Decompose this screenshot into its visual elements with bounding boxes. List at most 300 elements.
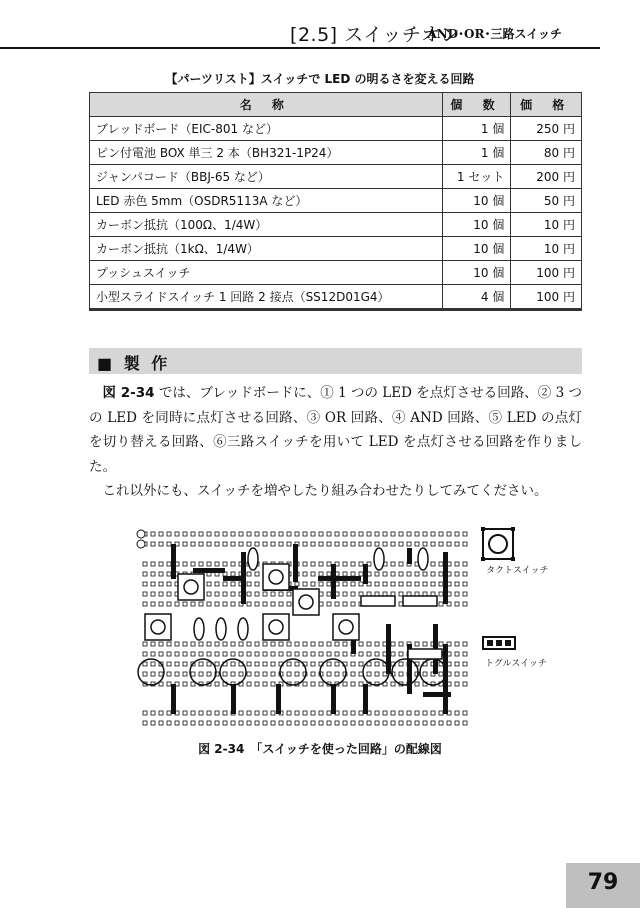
body-text <box>89 381 582 504</box>
hole <box>239 672 243 676</box>
hole <box>311 562 315 566</box>
hole <box>455 542 459 546</box>
hole <box>391 721 395 725</box>
hole <box>351 711 355 715</box>
hole <box>159 652 163 656</box>
hole <box>175 532 179 536</box>
hole <box>143 562 147 566</box>
header-rule <box>0 47 600 49</box>
hole <box>415 642 419 646</box>
hole <box>167 711 171 715</box>
hole <box>431 562 435 566</box>
resistor <box>418 548 428 570</box>
hole <box>167 542 171 546</box>
hole <box>167 582 171 586</box>
hole <box>263 682 267 686</box>
hole <box>351 532 355 536</box>
hole <box>303 532 307 536</box>
hole <box>303 542 307 546</box>
hole <box>319 652 323 656</box>
hole <box>423 582 427 586</box>
hole <box>151 542 155 546</box>
hole <box>367 532 371 536</box>
hole <box>351 582 355 586</box>
jumper-wire <box>407 548 412 564</box>
hole <box>327 642 331 646</box>
hole <box>431 572 435 576</box>
hole <box>183 602 187 606</box>
hole <box>191 602 195 606</box>
hole <box>295 582 299 586</box>
hole <box>383 582 387 586</box>
hole <box>151 652 155 656</box>
hole <box>207 582 211 586</box>
hole <box>407 542 411 546</box>
hole <box>143 602 147 606</box>
hole <box>439 672 443 676</box>
hole <box>455 721 459 725</box>
jumper-wire <box>193 568 225 573</box>
hole <box>279 542 283 546</box>
hole <box>351 682 355 686</box>
hole <box>439 602 443 606</box>
hole <box>463 682 467 686</box>
hole <box>223 542 227 546</box>
hole <box>311 542 315 546</box>
hole <box>279 602 283 606</box>
push-switch-button <box>269 620 283 634</box>
hole <box>431 711 435 715</box>
hole <box>303 711 307 715</box>
part-name: ブレッドボード（EIC-801 など） <box>90 117 443 141</box>
hole <box>159 721 163 725</box>
hole <box>455 562 459 566</box>
hole <box>207 642 211 646</box>
hole <box>199 711 203 715</box>
hole <box>423 542 427 546</box>
hole <box>207 721 211 725</box>
hole <box>159 642 163 646</box>
jumper-wire <box>293 544 298 582</box>
part-price: 10 円 <box>511 213 582 237</box>
jumper-wire <box>363 564 368 584</box>
hole <box>255 542 259 546</box>
hole <box>231 532 235 536</box>
hole <box>279 721 283 725</box>
hole <box>455 602 459 606</box>
hole <box>183 721 187 725</box>
hole <box>455 582 459 586</box>
resistor <box>216 618 226 640</box>
legend-icons <box>480 524 520 664</box>
hole <box>327 592 331 596</box>
hole <box>151 602 155 606</box>
hole <box>175 662 179 666</box>
hole <box>263 652 267 656</box>
part-qty: 4 個 <box>442 285 511 310</box>
hole <box>167 532 171 536</box>
resistor <box>374 548 384 570</box>
hole <box>375 662 379 666</box>
hole <box>439 642 443 646</box>
hole <box>159 572 163 576</box>
chapter-subtitle: AND･OR･三路スイッチ <box>427 27 562 41</box>
hole <box>351 542 355 546</box>
hole <box>271 542 275 546</box>
hole <box>271 721 275 725</box>
jumper-wire <box>423 692 451 697</box>
slide-switch <box>408 649 442 659</box>
hole <box>287 592 291 596</box>
table-row <box>90 117 582 141</box>
hole <box>343 682 347 686</box>
hole <box>175 602 179 606</box>
table-row <box>90 285 582 310</box>
hole <box>199 562 203 566</box>
paragraph-1-text: では、ブレッドボードに、① 1 つの LED を点灯させる回路、② 3 つの LED を同時に点灯させる回路、③ OR 回路、④ AND 回路、⑤ LED の点灯を切り替える回路、⑥三路スイッチを用いて LED を点灯させる回路を作りました。 <box>89 385 583 475</box>
hole <box>287 652 291 656</box>
hole <box>311 582 315 586</box>
part-price: 50 円 <box>511 189 582 213</box>
hole <box>183 672 187 676</box>
hole <box>327 652 331 656</box>
hole <box>215 711 219 715</box>
hole <box>215 721 219 725</box>
hole <box>463 562 467 566</box>
hole <box>239 711 243 715</box>
hole <box>351 562 355 566</box>
hole <box>343 711 347 715</box>
hole <box>399 532 403 536</box>
hole <box>215 682 219 686</box>
hole <box>255 672 259 676</box>
hole <box>223 592 227 596</box>
hole <box>463 721 467 725</box>
hole <box>143 582 147 586</box>
hole <box>447 721 451 725</box>
hole <box>343 721 347 725</box>
hole <box>207 532 211 536</box>
hole <box>319 711 323 715</box>
section-title: ■ 製 作 <box>97 354 171 373</box>
hole <box>439 711 443 715</box>
hole <box>231 602 235 606</box>
hole <box>159 711 163 715</box>
parts-table-body <box>90 117 582 310</box>
hole <box>455 672 459 676</box>
hole <box>263 642 267 646</box>
jumper-wire <box>223 576 245 581</box>
hole <box>327 562 331 566</box>
hole <box>279 532 283 536</box>
hole <box>295 532 299 536</box>
hole <box>343 582 347 586</box>
hole <box>183 682 187 686</box>
hole <box>455 662 459 666</box>
hole <box>311 711 315 715</box>
hole <box>159 672 163 676</box>
hole <box>399 642 403 646</box>
hole <box>335 532 339 536</box>
hole <box>231 582 235 586</box>
hole <box>399 542 403 546</box>
hole <box>271 682 275 686</box>
hole <box>303 682 307 686</box>
part-price: 250 円 <box>511 117 582 141</box>
hole <box>143 662 147 666</box>
hole <box>463 572 467 576</box>
hole <box>327 582 331 586</box>
hole <box>399 582 403 586</box>
hole <box>199 532 203 536</box>
hole <box>247 662 251 666</box>
toggle-switch-icon <box>483 637 515 649</box>
hole <box>191 711 195 715</box>
hole <box>423 672 427 676</box>
hole <box>183 642 187 646</box>
hole <box>319 721 323 725</box>
hole <box>375 642 379 646</box>
part-qty: 10 個 <box>442 237 511 261</box>
hole <box>199 602 203 606</box>
hole <box>415 542 419 546</box>
hole <box>207 662 211 666</box>
hole <box>303 642 307 646</box>
hole <box>159 542 163 546</box>
section-bar <box>89 348 582 374</box>
hole <box>351 672 355 676</box>
hole <box>159 582 163 586</box>
hole <box>255 682 259 686</box>
hole <box>335 652 339 656</box>
hole <box>359 562 363 566</box>
table-row <box>90 189 582 213</box>
hole <box>407 582 411 586</box>
hole <box>231 562 235 566</box>
led <box>392 659 418 685</box>
part-price: 200 円 <box>511 165 582 189</box>
hole <box>215 662 219 666</box>
hole <box>247 572 251 576</box>
hole <box>295 662 299 666</box>
hole <box>287 542 291 546</box>
hole <box>359 542 363 546</box>
hole <box>231 642 235 646</box>
push-switch-button <box>151 620 165 634</box>
hole <box>271 652 275 656</box>
section-heading: [2.5] スイッチオン <box>290 24 460 46</box>
hole <box>343 592 347 596</box>
hole <box>247 602 251 606</box>
hole <box>143 572 147 576</box>
plus-rail-marker <box>137 530 145 538</box>
hole <box>215 642 219 646</box>
page-header <box>0 18 600 48</box>
hole <box>407 721 411 725</box>
part-name: LED 赤色 5mm（OSDR5113A など） <box>90 189 443 213</box>
hole <box>151 592 155 596</box>
hole <box>383 721 387 725</box>
hole <box>287 711 291 715</box>
part-name: カーボン抵抗（100Ω、1/4W） <box>90 213 443 237</box>
hole <box>327 711 331 715</box>
hole <box>175 642 179 646</box>
hole <box>199 642 203 646</box>
hole <box>351 572 355 576</box>
hole <box>455 652 459 656</box>
part-qty: 1 セット <box>442 165 511 189</box>
part-price: 80 円 <box>511 141 582 165</box>
hole <box>175 721 179 725</box>
page-number: 79 <box>587 870 619 895</box>
hole <box>343 602 347 606</box>
hole <box>383 542 387 546</box>
hole <box>295 672 299 676</box>
hole <box>279 592 283 596</box>
hole <box>335 542 339 546</box>
hole <box>183 711 187 715</box>
hole <box>335 721 339 725</box>
hole <box>463 582 467 586</box>
hole <box>455 682 459 686</box>
part-name: ピン付電池 BOX 単三 2 本（BH321-1P24） <box>90 141 443 165</box>
hole <box>327 662 331 666</box>
hole <box>311 642 315 646</box>
part-name: 小型スライドスイッチ 1 回路 2 接点（SS12D01G4） <box>90 285 443 310</box>
jumper-wire <box>331 684 336 714</box>
hole <box>391 532 395 536</box>
hole <box>223 582 227 586</box>
hole <box>415 532 419 536</box>
hole <box>191 532 195 536</box>
hole <box>415 682 419 686</box>
hole <box>303 582 307 586</box>
hole <box>247 532 251 536</box>
hole <box>255 652 259 656</box>
led <box>280 659 306 685</box>
hole <box>303 652 307 656</box>
hole <box>247 672 251 676</box>
hole <box>343 642 347 646</box>
hole <box>247 721 251 725</box>
hole <box>271 532 275 536</box>
hole <box>223 532 227 536</box>
hole <box>447 542 451 546</box>
hole <box>359 572 363 576</box>
hole <box>215 592 219 596</box>
hole <box>311 572 315 576</box>
figure-reference: 図 2-34 <box>102 385 155 401</box>
hole <box>463 542 467 546</box>
column-name: 名 称 <box>90 93 443 117</box>
hole <box>287 662 291 666</box>
hole <box>271 711 275 715</box>
hole <box>407 711 411 715</box>
hole <box>351 662 355 666</box>
hole <box>271 642 275 646</box>
hole <box>391 582 395 586</box>
hole <box>255 582 259 586</box>
hole <box>223 602 227 606</box>
column-qty: 個 数 <box>442 93 511 117</box>
hole <box>287 642 291 646</box>
hole <box>423 711 427 715</box>
hole <box>223 721 227 725</box>
hole <box>439 592 443 596</box>
tact-switch-icon <box>481 527 515 561</box>
jumper-wire <box>171 684 176 714</box>
hole <box>159 602 163 606</box>
hole <box>351 721 355 725</box>
hole <box>335 662 339 666</box>
hole <box>375 721 379 725</box>
jumper-wire <box>363 684 368 714</box>
hole <box>375 582 379 586</box>
hole <box>303 572 307 576</box>
hole <box>367 542 371 546</box>
jumper-wire <box>443 552 448 604</box>
hole <box>143 672 147 676</box>
hole <box>359 582 363 586</box>
part-qty: 10 個 <box>442 213 511 237</box>
hole <box>167 682 171 686</box>
hole <box>247 711 251 715</box>
hole <box>463 602 467 606</box>
hole <box>271 602 275 606</box>
hole <box>447 532 451 536</box>
hole <box>271 672 275 676</box>
hole <box>311 672 315 676</box>
hole <box>247 642 251 646</box>
hole <box>183 662 187 666</box>
hole <box>415 721 419 725</box>
hole <box>311 721 315 725</box>
hole <box>423 572 427 576</box>
hole <box>295 642 299 646</box>
part-price: 100 円 <box>511 261 582 285</box>
hole <box>431 542 435 546</box>
hole <box>423 642 427 646</box>
hole <box>351 592 355 596</box>
hole <box>335 642 339 646</box>
hole <box>439 542 443 546</box>
hole <box>255 662 259 666</box>
push-switch-button <box>269 570 283 584</box>
hole <box>167 652 171 656</box>
hole <box>327 542 331 546</box>
push-switch-button <box>184 580 198 594</box>
hole <box>375 542 379 546</box>
hole <box>239 721 243 725</box>
hole <box>319 642 323 646</box>
hole <box>439 532 443 536</box>
figure-caption: 図 2-34 「スイッチを使った回路」の配線図 <box>198 742 442 756</box>
hole <box>183 532 187 536</box>
hole <box>335 602 339 606</box>
resistor <box>194 618 204 640</box>
hole <box>463 592 467 596</box>
hole <box>439 582 443 586</box>
hole <box>191 652 195 656</box>
hole <box>303 562 307 566</box>
hole <box>151 711 155 715</box>
hole <box>151 572 155 576</box>
paragraph-2: これ以外にも、スイッチを増やしたり組み合わせたりしてみてください。 <box>102 483 548 499</box>
hole <box>327 721 331 725</box>
hole <box>263 592 267 596</box>
hole <box>143 721 147 725</box>
hole <box>375 532 379 536</box>
